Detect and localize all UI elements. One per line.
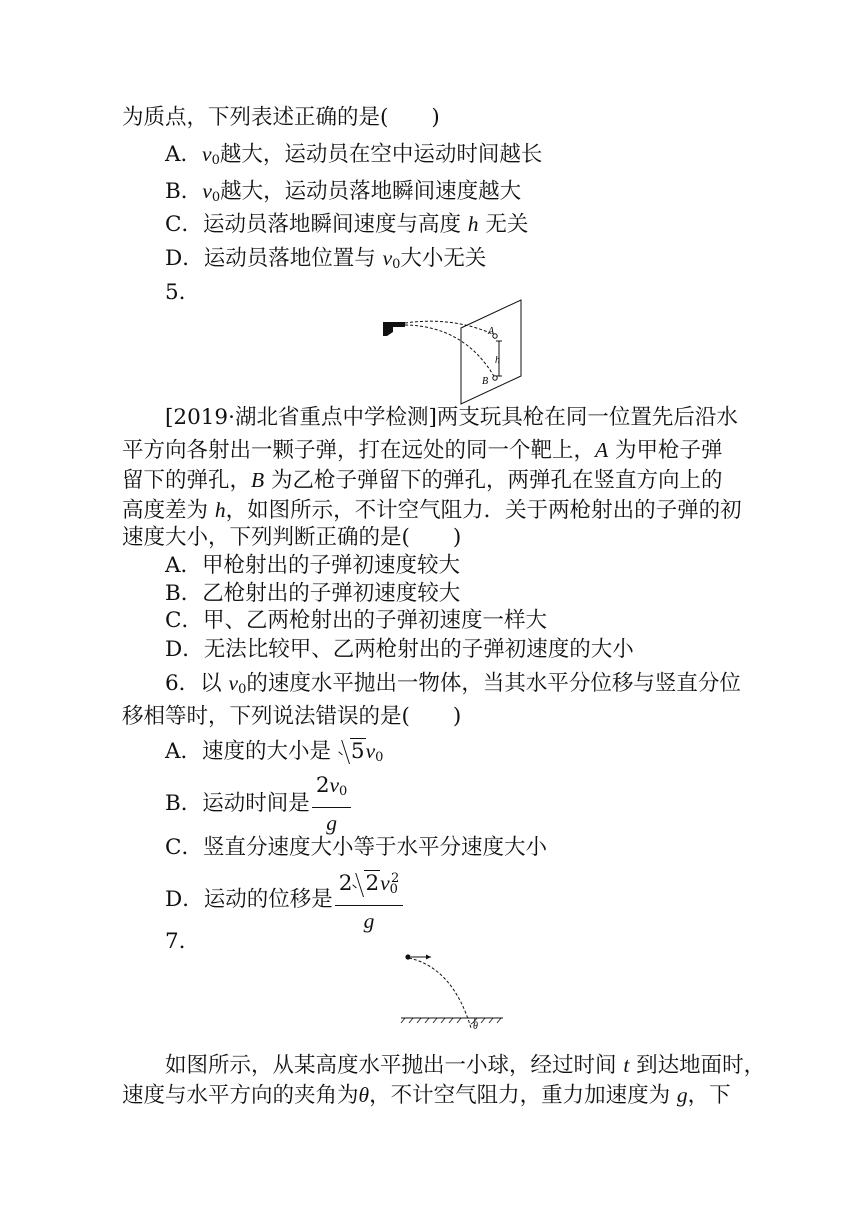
q4-option-b-letter: B． [165, 179, 203, 204]
q4-option-d-v-sub: 0 [392, 257, 401, 272]
q6-option-a-radicand: 5 [350, 739, 365, 764]
label-theta: θ [473, 1021, 478, 1032]
q4-option-b [165, 177, 521, 212]
q7-stem-line-1-end: 到达地面时， [629, 1053, 766, 1078]
q6-option-a-v: v [365, 739, 376, 763]
q4-option-b-text: 越大，运动员落地瞬间速度越大 [220, 179, 522, 204]
q6-option-d-text: D．运动的位移是 [165, 887, 333, 913]
label-a: A [488, 326, 495, 337]
q5-gun-target-figure [375, 296, 535, 406]
q5-stem-line-3-text: 留下的弹孔， [122, 468, 252, 493]
q6-stem-line-1 [165, 669, 741, 704]
q7-var-theta: θ [358, 1083, 370, 1107]
toy-gun-icon [383, 322, 405, 336]
q6-option-b-v-sub: 0 [339, 784, 348, 799]
q5-stem-line-3 [122, 466, 723, 495]
q4-option-c-var: h [467, 212, 479, 236]
q5-option-a: A．甲枪射出的子弹初速度较大 [165, 553, 461, 578]
q7-stem-line-2 [122, 1081, 731, 1110]
q7-stem-line-2-text: 速度与水平方向的夹角为 [122, 1083, 359, 1108]
trajectory-a [405, 321, 497, 336]
q6-option-c: C．竖直分速度大小等于水平分速度大小 [165, 835, 547, 860]
q7-stem-line-1 [165, 1051, 765, 1080]
q4-option-d-v: v [382, 246, 393, 270]
q5-var-h: h [214, 498, 226, 522]
label-b: B [482, 376, 489, 387]
q6-option-d-v-sub-text: 0 [389, 882, 398, 898]
q5-var-b: B [251, 468, 265, 492]
q6-option-d-v-sup: 2 [390, 871, 400, 886]
q6-option-b-fraction [312, 772, 352, 836]
q4-option-a [165, 140, 542, 175]
ball [405, 954, 410, 959]
q5-stem-line-5: 速度大小，下列判断正确的是( ) [122, 525, 462, 550]
q6-stem-v-sub: 0 [238, 682, 247, 697]
q7-var-t: t [623, 1053, 630, 1077]
q5-option-b: B．乙枪射出的子弹初速度较大 [165, 581, 461, 606]
q4-option-a-text: 越大，运动员在空中运动时间越长 [219, 142, 543, 167]
q4-option-d-letter: D． [165, 246, 204, 271]
q6-option-a [165, 737, 383, 772]
q5-stem-line-2-text: 平方向各射出一颗子弹，打在远处的同一个靶上， [122, 438, 596, 463]
q7-stem-line-2-end: ，下 [687, 1083, 731, 1108]
q5-stem-line-2-end: 为甲枪子弹 [608, 438, 723, 463]
q4-option-c-text-end: 无关 [478, 212, 529, 237]
q6-option-d [165, 866, 405, 934]
q5-number: 5. [165, 280, 186, 305]
q7-projectile-figure [395, 946, 510, 1038]
q6-option-d-coef: 2 [338, 871, 353, 897]
q6-option-b-denominator: g [326, 811, 337, 835]
q4-option-d [165, 244, 486, 279]
q5-var-a: A [595, 438, 609, 462]
q5-option-c: C．甲、乙两枪射出的子弹初速度一样大 [165, 608, 547, 633]
q6-option-b-v: v [329, 773, 340, 797]
q4-option-b-v-sub: 0 [211, 190, 221, 205]
q6-option-d-v: v [380, 871, 390, 896]
q4-option-d-text-end: 大小无关 [400, 246, 487, 271]
q4-option-c-text: 运动员落地瞬间速度与高度 [202, 212, 468, 237]
q6-stem-line-2: 移相等时，下列说法错误的是( ) [122, 704, 462, 729]
q4-option-c-letter: C． [165, 212, 203, 237]
q6-option-a-sqrt [338, 738, 366, 766]
q4-option-a-v-sub: 0 [211, 153, 220, 168]
q6-option-b-text: B．运动时间是 [165, 791, 310, 816]
q6-option-d-radicand: 2 [365, 871, 380, 897]
q7-stem-line-1-text: 如图所示，从某高度水平抛出一小球，经过时间 [165, 1053, 624, 1078]
q6-option-d-v-sub [390, 882, 398, 897]
target-board [461, 300, 521, 404]
label-h: h [495, 355, 500, 366]
q6-stem-text: 的速度水平抛出一物体，当其水平分位移与竖直分位 [246, 671, 741, 696]
q5-stem-line-4-text: 高度差为 [122, 498, 215, 523]
q4-option-a-letter: A． [165, 142, 203, 167]
q7-stem-line-2-mid: ，不计空气阻力，重力加速度为 [369, 1083, 677, 1108]
q5-stem-line-1: [2019·湖北省重点中学检测]两支玩具枪在同一位置先后沿水 [165, 405, 738, 430]
q6-option-d-sqrt [352, 871, 380, 897]
q6-option-b [165, 772, 353, 836]
q6-option-a-text: A．速度的大小是 [165, 739, 332, 764]
ground-hatch [401, 1018, 501, 1023]
q4-option-c [165, 210, 528, 239]
q6-stem-v: v [228, 671, 239, 695]
q4-option-d-text: 运动员落地位置与 [203, 246, 383, 271]
q4-option-b-v: v [202, 179, 212, 203]
q5-stem-line-2 [122, 436, 723, 465]
q6-option-d-denominator: g [363, 909, 375, 934]
q5-stem-line-3-end: 为乙枪子弹留下的弹孔，两弹孔在竖直方向上的 [264, 468, 723, 493]
q6-stem-number: 6．以 [165, 671, 229, 696]
q4-stem-tail: 为质点，下列表述正确的是( ) [122, 105, 440, 130]
q6-option-d-fraction [335, 866, 403, 934]
q7-number: 7. [165, 929, 186, 954]
q7-var-g: g [676, 1083, 688, 1107]
q6-option-a-v-sub: 0 [375, 750, 384, 765]
q4-option-a-v: v [202, 142, 212, 166]
q5-stem-line-4-end: ，如图所示，不计空气阻力．关于两枪射出的子弹的初 [225, 498, 742, 523]
q5-stem-line-4 [122, 496, 742, 525]
trajectory-b [405, 325, 495, 378]
q5-option-d: D．无法比较甲、乙两枪射出的子弹初速度的大小 [165, 637, 634, 662]
q6-option-b-num-coef: 2 [315, 773, 330, 798]
